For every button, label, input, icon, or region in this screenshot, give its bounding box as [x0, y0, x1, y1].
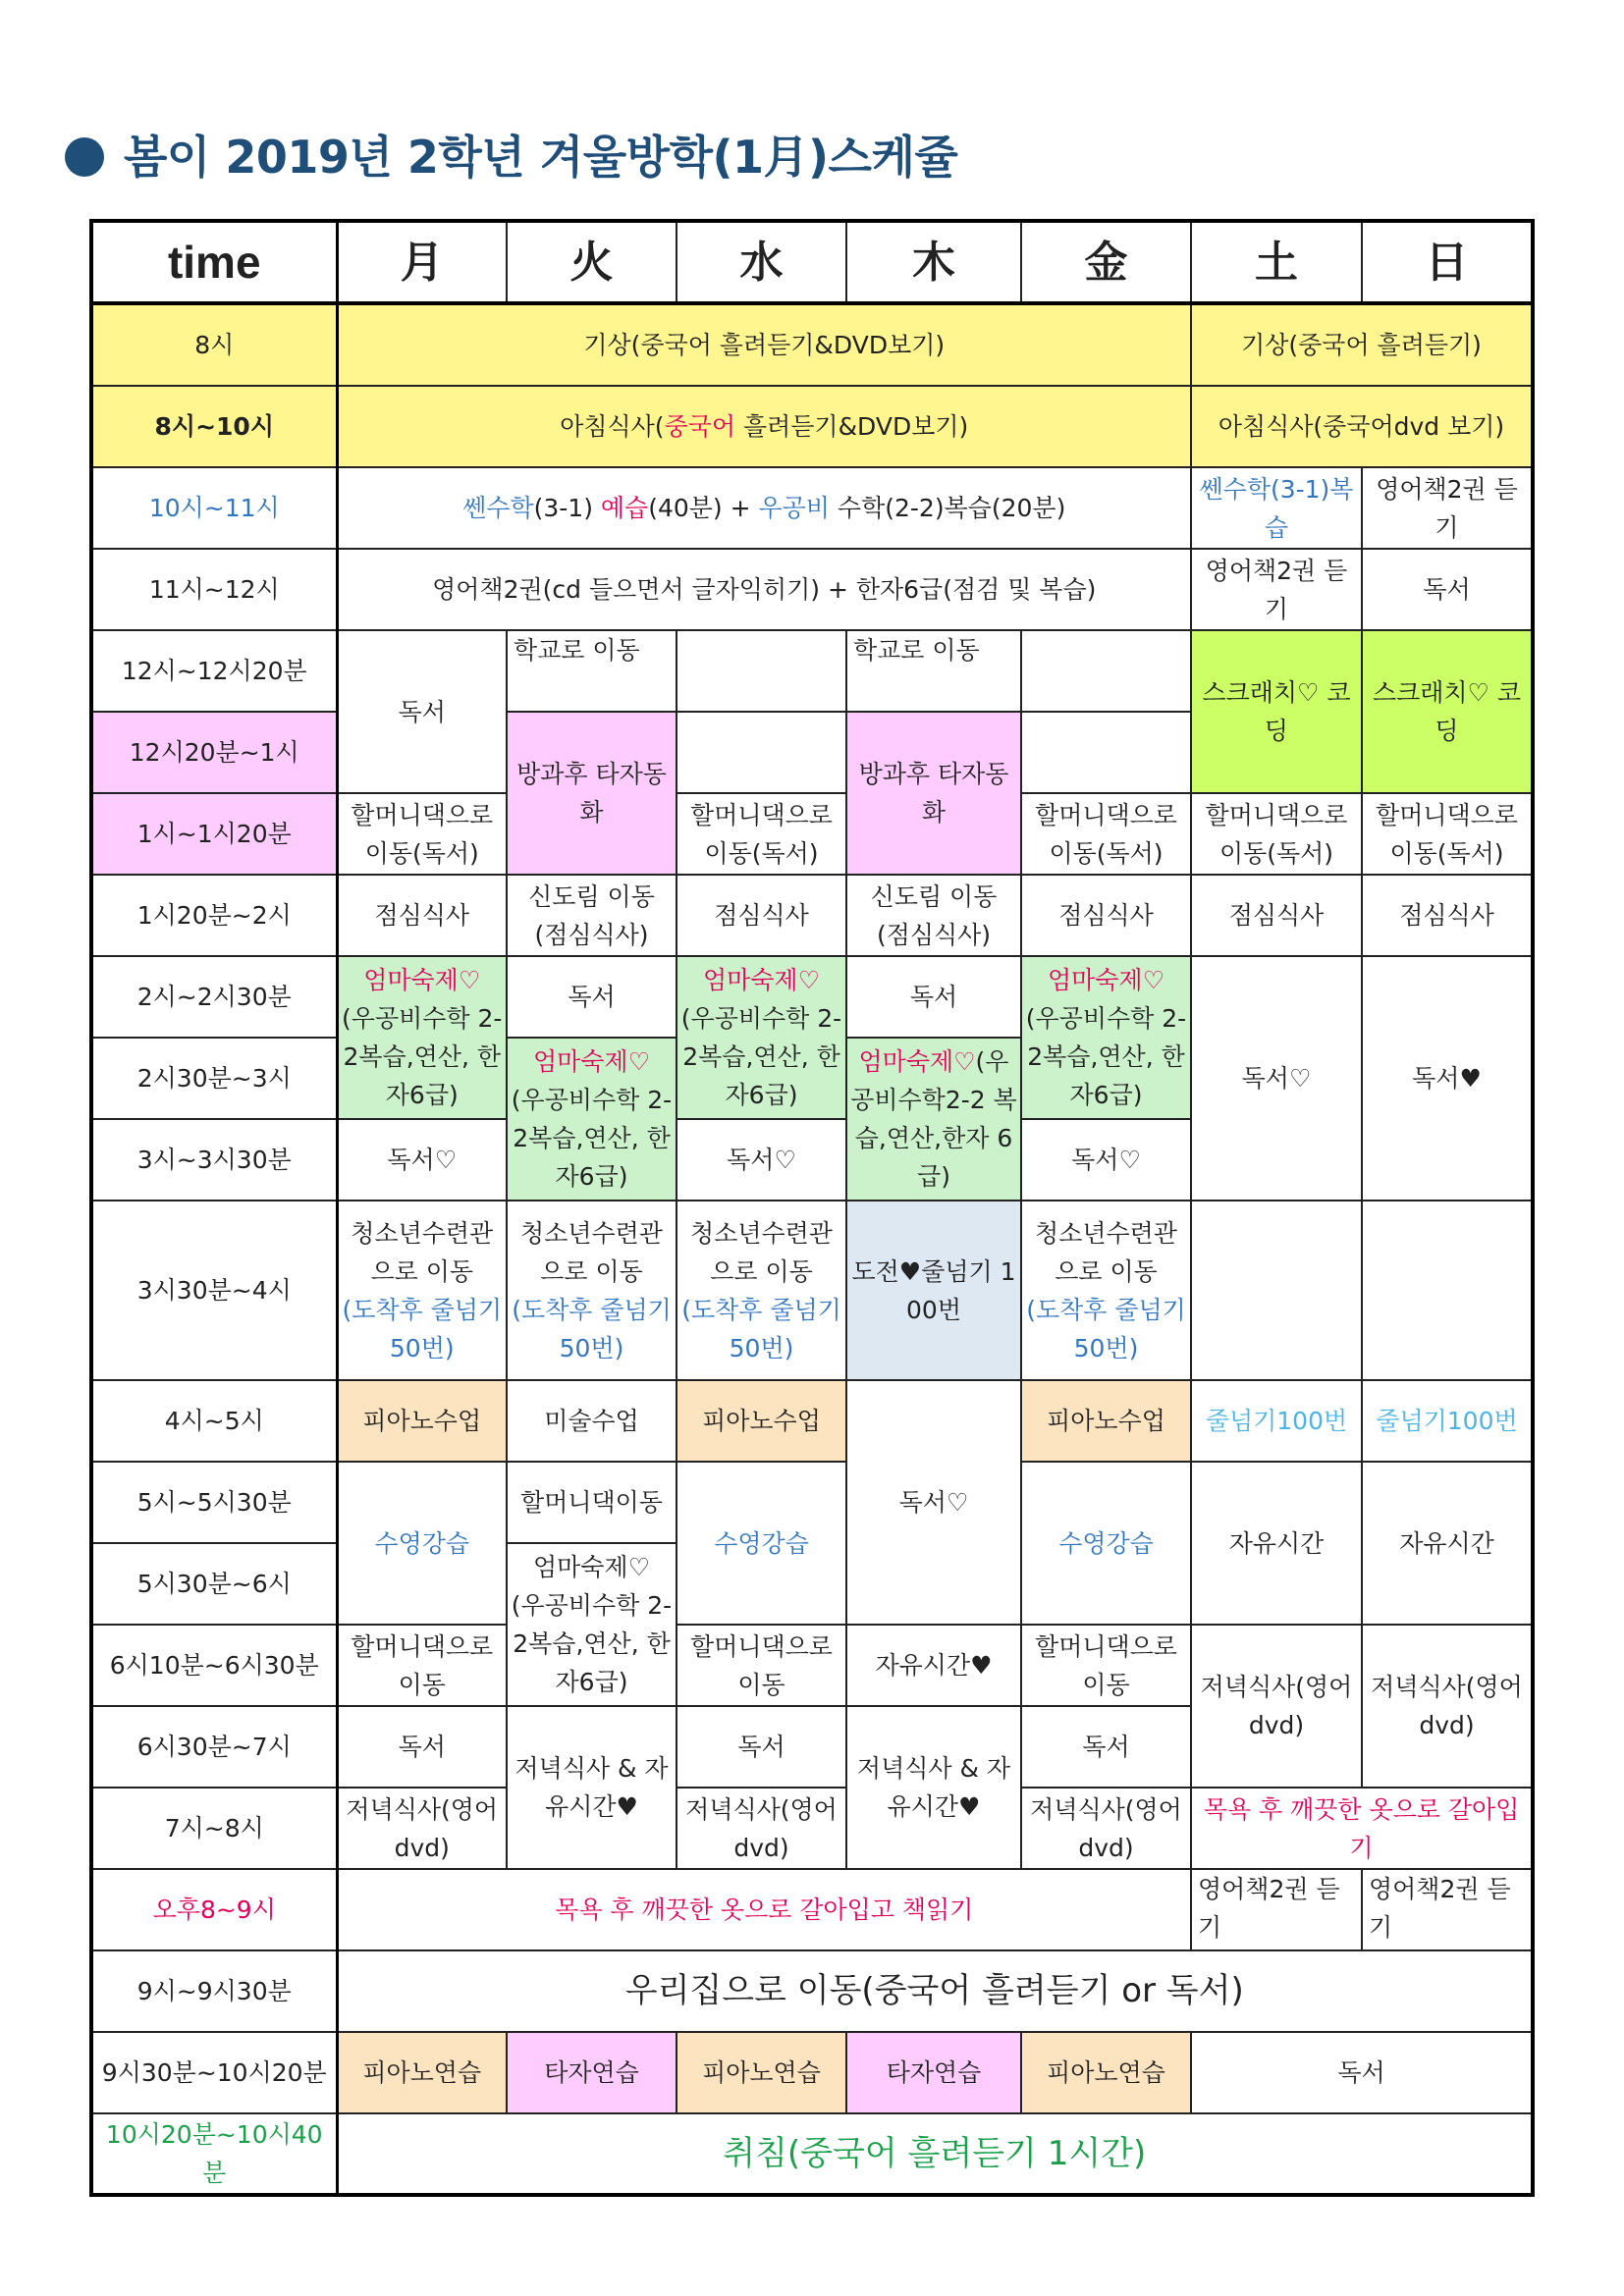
text: 흘려듣기&DVD보기): [735, 412, 969, 441]
header-sun: 日: [1362, 221, 1533, 303]
wed-empty: [677, 630, 846, 712]
page-title: 봄이 2019년 2학년 겨울방학(1月)스케쥴: [124, 131, 958, 184]
sat-dinner: 저녁식사(영어dvd): [1191, 1625, 1362, 1788]
header-wed: 水: [677, 221, 846, 303]
time-cell: 9시~9시30분: [91, 1950, 337, 2032]
text-red: 예습: [600, 494, 649, 522]
text: (우공비수학 2-2복습,연산, 한자6급): [511, 1591, 673, 1696]
tue-dinner: 저녁식사 & 자유시간♥: [507, 1706, 677, 1869]
fri-mom-hw: [1021, 956, 1191, 1119]
thu-after-school: 방과후 타자동화: [846, 712, 1021, 875]
mon-swim: 수영강습: [337, 1462, 507, 1625]
text: 청소년수련관 으로 이동: [520, 1218, 663, 1286]
sun-reading: 독서♥: [1362, 956, 1533, 1201]
header-time: time: [91, 221, 337, 303]
time-cell: 10시~11시: [91, 467, 337, 549]
thu-challenge: 도전♥줄넘기 100번: [846, 1201, 1021, 1380]
time-cell: 4시~5시: [91, 1380, 337, 1462]
text: (우공비수학2-2 복습,연산,한자 6급): [850, 1047, 1017, 1191]
row-7: [91, 1788, 1533, 1869]
time-cell: 8시~10시: [91, 386, 337, 467]
header-mon: 月: [337, 221, 507, 303]
time-cell: 1시20분~2시: [91, 875, 337, 956]
sat-reading: 독서♡: [1191, 956, 1362, 1201]
tue-art: 미술수업: [507, 1380, 677, 1462]
fri-empty: [1021, 712, 1191, 793]
text-blue: 우공비: [758, 494, 830, 522]
sat-coding: 스크래치♡ 코딩: [1191, 630, 1362, 793]
fri-reading: 독서: [1021, 1706, 1191, 1788]
text-red: 엄마숙제♡: [363, 966, 481, 994]
fri-lunch: 점심식사: [1021, 875, 1191, 956]
sat-grandma: 할머니댁으로 이동(독서): [1191, 793, 1362, 875]
mon-mom-hw: [337, 956, 507, 1119]
text: 청소년수련관 으로 이동: [690, 1218, 833, 1286]
tue-youth: [507, 1201, 677, 1380]
wed-mom-hw: [677, 956, 846, 1119]
sat-jump: 줄넘기100번: [1191, 1380, 1362, 1462]
row-330: [91, 1201, 1533, 1380]
time-cell: 5시~5시30분: [91, 1462, 337, 1543]
wed-grandma: 할머니댁으로 이동(독서): [677, 793, 846, 875]
thu-reading: 독서: [846, 956, 1021, 1038]
breakfast-weekend: 아침식사(중국어dvd 보기): [1191, 386, 1533, 467]
text: (3-1): [533, 494, 601, 522]
weekend-reading: 독서: [1191, 2032, 1533, 2113]
breakfast-weekday: [337, 386, 1191, 467]
text-blue: (도착후 줄넘기50번): [681, 1295, 841, 1362]
text: 수학(2-2)복습(20분): [829, 494, 1066, 522]
time-cell: 9시30분~10시20분: [91, 2032, 337, 2113]
row-930pm: [91, 2032, 1533, 2113]
math-weekday: [337, 467, 1191, 549]
text: (우공비수학 2-2복습,연산, 한자6급): [680, 1004, 842, 1109]
time-cell: 12시~12시20분: [91, 630, 337, 712]
reading-sun: 독서: [1362, 549, 1533, 630]
row-4: [91, 1380, 1533, 1462]
go-home: 우리집으로 이동(중국어 흘려듣기 or 독서): [337, 1950, 1533, 2032]
text: (우공비수학 2-2복습,연산, 한자6급): [342, 1004, 503, 1109]
fri-piano: 피아노수업: [1021, 1380, 1191, 1462]
tue-school-move: 학교로 이동: [507, 630, 677, 712]
header-sat: 土: [1191, 221, 1362, 303]
wed-youth: [677, 1201, 846, 1380]
tue-reading: 독서: [507, 956, 677, 1038]
tue-typing: 타자연습: [507, 2032, 677, 2113]
sleep: 취침(중국어 흘려듣기 1시간): [337, 2113, 1533, 2195]
tue-mom-hw: [507, 1038, 677, 1201]
time-cell: 5시30분~6시: [91, 1543, 337, 1625]
time-cell: 10시20분~10시40분: [91, 2113, 337, 2195]
time-cell: 12시20분~1시: [91, 712, 337, 793]
fri-reading: 독서♡: [1021, 1119, 1191, 1201]
sat-free: 자유시간: [1191, 1462, 1362, 1625]
fri-youth: [1021, 1201, 1191, 1380]
time-cell: 3시30분~4시: [91, 1201, 337, 1380]
mon-reading: 독서♡: [337, 1119, 507, 1201]
mon-piano-practice: 피아노연습: [337, 2032, 507, 2113]
row-10-11: [91, 467, 1533, 549]
sun-dinner: 저녁식사(영어dvd): [1362, 1625, 1533, 1788]
english-sun: 영어책2권 듣기: [1362, 467, 1533, 549]
time-cell: 6시10분~6시30분: [91, 1625, 337, 1706]
sun-free: 자유시간: [1362, 1462, 1533, 1625]
text: (우공비수학 2-2복습,연산, 한자6급): [1025, 1004, 1187, 1109]
header-tue: 火: [507, 221, 677, 303]
text-red: 엄마숙제♡: [858, 1047, 976, 1076]
fri-grandma: 할머니댁으로 이동(독서): [1021, 793, 1191, 875]
wed-piano-practice: 피아노연습: [677, 2032, 846, 2113]
text-red: 중국어: [664, 412, 736, 441]
time-cell: 오후8~9시: [91, 1869, 337, 1950]
row-2: [91, 956, 1533, 1038]
thu-mom-hw: [846, 1038, 1021, 1201]
weekend-bath: 목욕 후 깨끗한 옷으로 갈아입기: [1191, 1788, 1533, 1869]
text: (우공비수학 2-2복습,연산, 한자6급): [511, 1086, 673, 1191]
row-12: [91, 630, 1533, 712]
fri-piano-practice: 피아노연습: [1021, 2032, 1191, 2113]
text: 아침식사(: [560, 412, 665, 441]
fri-swim: 수영강습: [1021, 1462, 1191, 1625]
sun-lunch: 점심식사: [1362, 875, 1533, 956]
english-sat: 영어책2권 듣기: [1191, 549, 1362, 630]
english-weekday: 영어책2권(cd 들으면서 글자익히기) + 한자6급(점검 및 복습): [337, 549, 1191, 630]
text-blue: (도착후 줄넘기50번): [1026, 1295, 1186, 1362]
sat-english: 영어책2권 듣기: [1191, 1869, 1362, 1950]
text-blue: (도착후 줄넘기50번): [342, 1295, 503, 1362]
row-1: [91, 793, 1533, 875]
mon-piano: 피아노수업: [337, 1380, 507, 1462]
wake-weekend: 기상(중국어 흘려듣기): [1191, 303, 1533, 386]
sun-coding: 스크래치♡ 코딩: [1362, 630, 1533, 793]
bullet-icon: [65, 137, 104, 177]
wed-empty: [677, 712, 846, 793]
mon-reading: 독서: [337, 630, 507, 793]
tue-grandma-move: 할머니댁이동: [507, 1462, 677, 1543]
tue-mom-hw: [507, 1543, 677, 1706]
time-cell: 8시: [91, 303, 337, 386]
row-8-10: [91, 386, 1533, 467]
fri-empty: [1021, 630, 1191, 712]
tue-lunch: 신도림 이동 (점심식사): [507, 875, 677, 956]
time-cell: 2시~2시30분: [91, 956, 337, 1038]
mon-youth: [337, 1201, 507, 1380]
mon-lunch: 점심식사: [337, 875, 507, 956]
sat-lunch: 점심식사: [1191, 875, 1362, 956]
text: 엄마숙제♡: [532, 1553, 650, 1581]
sun-grandma: 할머니댁으로 이동(독서): [1362, 793, 1533, 875]
row-5: [91, 1462, 1533, 1543]
wed-reading: 독서: [677, 1706, 846, 1788]
title-row: [65, 120, 957, 188]
row-120: [91, 875, 1533, 956]
header-thu: 木: [846, 221, 1021, 303]
time-cell: 2시30분~3시: [91, 1038, 337, 1119]
time-cell: 7시~8시: [91, 1788, 337, 1869]
time-cell: 6시30분~7시: [91, 1706, 337, 1788]
row-610: [91, 1625, 1533, 1706]
text-red: 엄마숙제♡: [702, 966, 820, 994]
time-cell: 11시~12시: [91, 549, 337, 630]
fri-grandma-go: 할머니댁으로 이동: [1021, 1625, 1191, 1706]
row-8: [91, 303, 1533, 386]
wed-grandma-go: 할머니댁으로 이동: [677, 1625, 846, 1706]
thu-typing: 타자연습: [846, 2032, 1021, 2113]
thu-free: 자유시간♥: [846, 1625, 1021, 1706]
thu-reading: 독서♡: [846, 1380, 1021, 1625]
text-blue: (도착후 줄넘기50번): [512, 1295, 672, 1362]
time-cell: 1시~1시20분: [91, 793, 337, 875]
sun-english: 영어책2권 듣기: [1362, 1869, 1533, 1950]
row-11-12: [91, 549, 1533, 630]
thu-lunch: 신도림 이동 (점심식사): [846, 875, 1021, 956]
row-8pm: [91, 1869, 1533, 1950]
thu-dinner: 저녁식사 & 자유시간♥: [846, 1706, 1021, 1869]
wed-piano: 피아노수업: [677, 1380, 846, 1462]
wed-swim: 수영강습: [677, 1462, 846, 1625]
text: 청소년수련관 으로 이동: [351, 1218, 494, 1286]
mon-grandma: 할머니댁으로 이동(독서): [337, 793, 507, 875]
text: (40분) +: [648, 494, 759, 522]
math-sat: 쎈수학(3-1)복습: [1191, 467, 1362, 549]
time-cell: 3시~3시30분: [91, 1119, 337, 1201]
fri-dinner: 저녁식사(영어dvd): [1021, 1788, 1191, 1869]
wed-lunch: 점심식사: [677, 875, 846, 956]
text-red: 엄마숙제♡: [1047, 966, 1164, 994]
text-blue: 쎈수학: [462, 494, 534, 522]
mon-grandma-go: 할머니댁으로 이동: [337, 1625, 507, 1706]
text: 청소년수련관 으로 이동: [1035, 1218, 1177, 1286]
weekday-bath: 목욕 후 깨끗한 옷으로 갈아입고 책읽기: [337, 1869, 1191, 1950]
text-red: 엄마숙제♡: [532, 1047, 650, 1076]
mon-reading: 독서: [337, 1706, 507, 1788]
sat-empty: [1191, 1201, 1362, 1380]
wed-dinner: 저녁식사(영어dvd): [677, 1788, 846, 1869]
sun-empty: [1362, 1201, 1533, 1380]
thu-school-move: 학교로 이동: [846, 630, 1021, 712]
row-1020pm: [91, 2113, 1533, 2195]
header-fri: 金: [1021, 221, 1191, 303]
wake-weekday: 기상(중국어 흘려듣기&DVD보기): [337, 303, 1191, 386]
mon-dinner: 저녁식사(영어dvd): [337, 1788, 507, 1869]
header-row: [91, 221, 1533, 303]
sun-jump: 줄넘기100번: [1362, 1380, 1533, 1462]
row-9pm: [91, 1950, 1533, 2032]
tue-after-school: 방과후 타자동화: [507, 712, 677, 875]
wed-reading: 독서♡: [677, 1119, 846, 1201]
schedule-table: [89, 219, 1535, 2197]
